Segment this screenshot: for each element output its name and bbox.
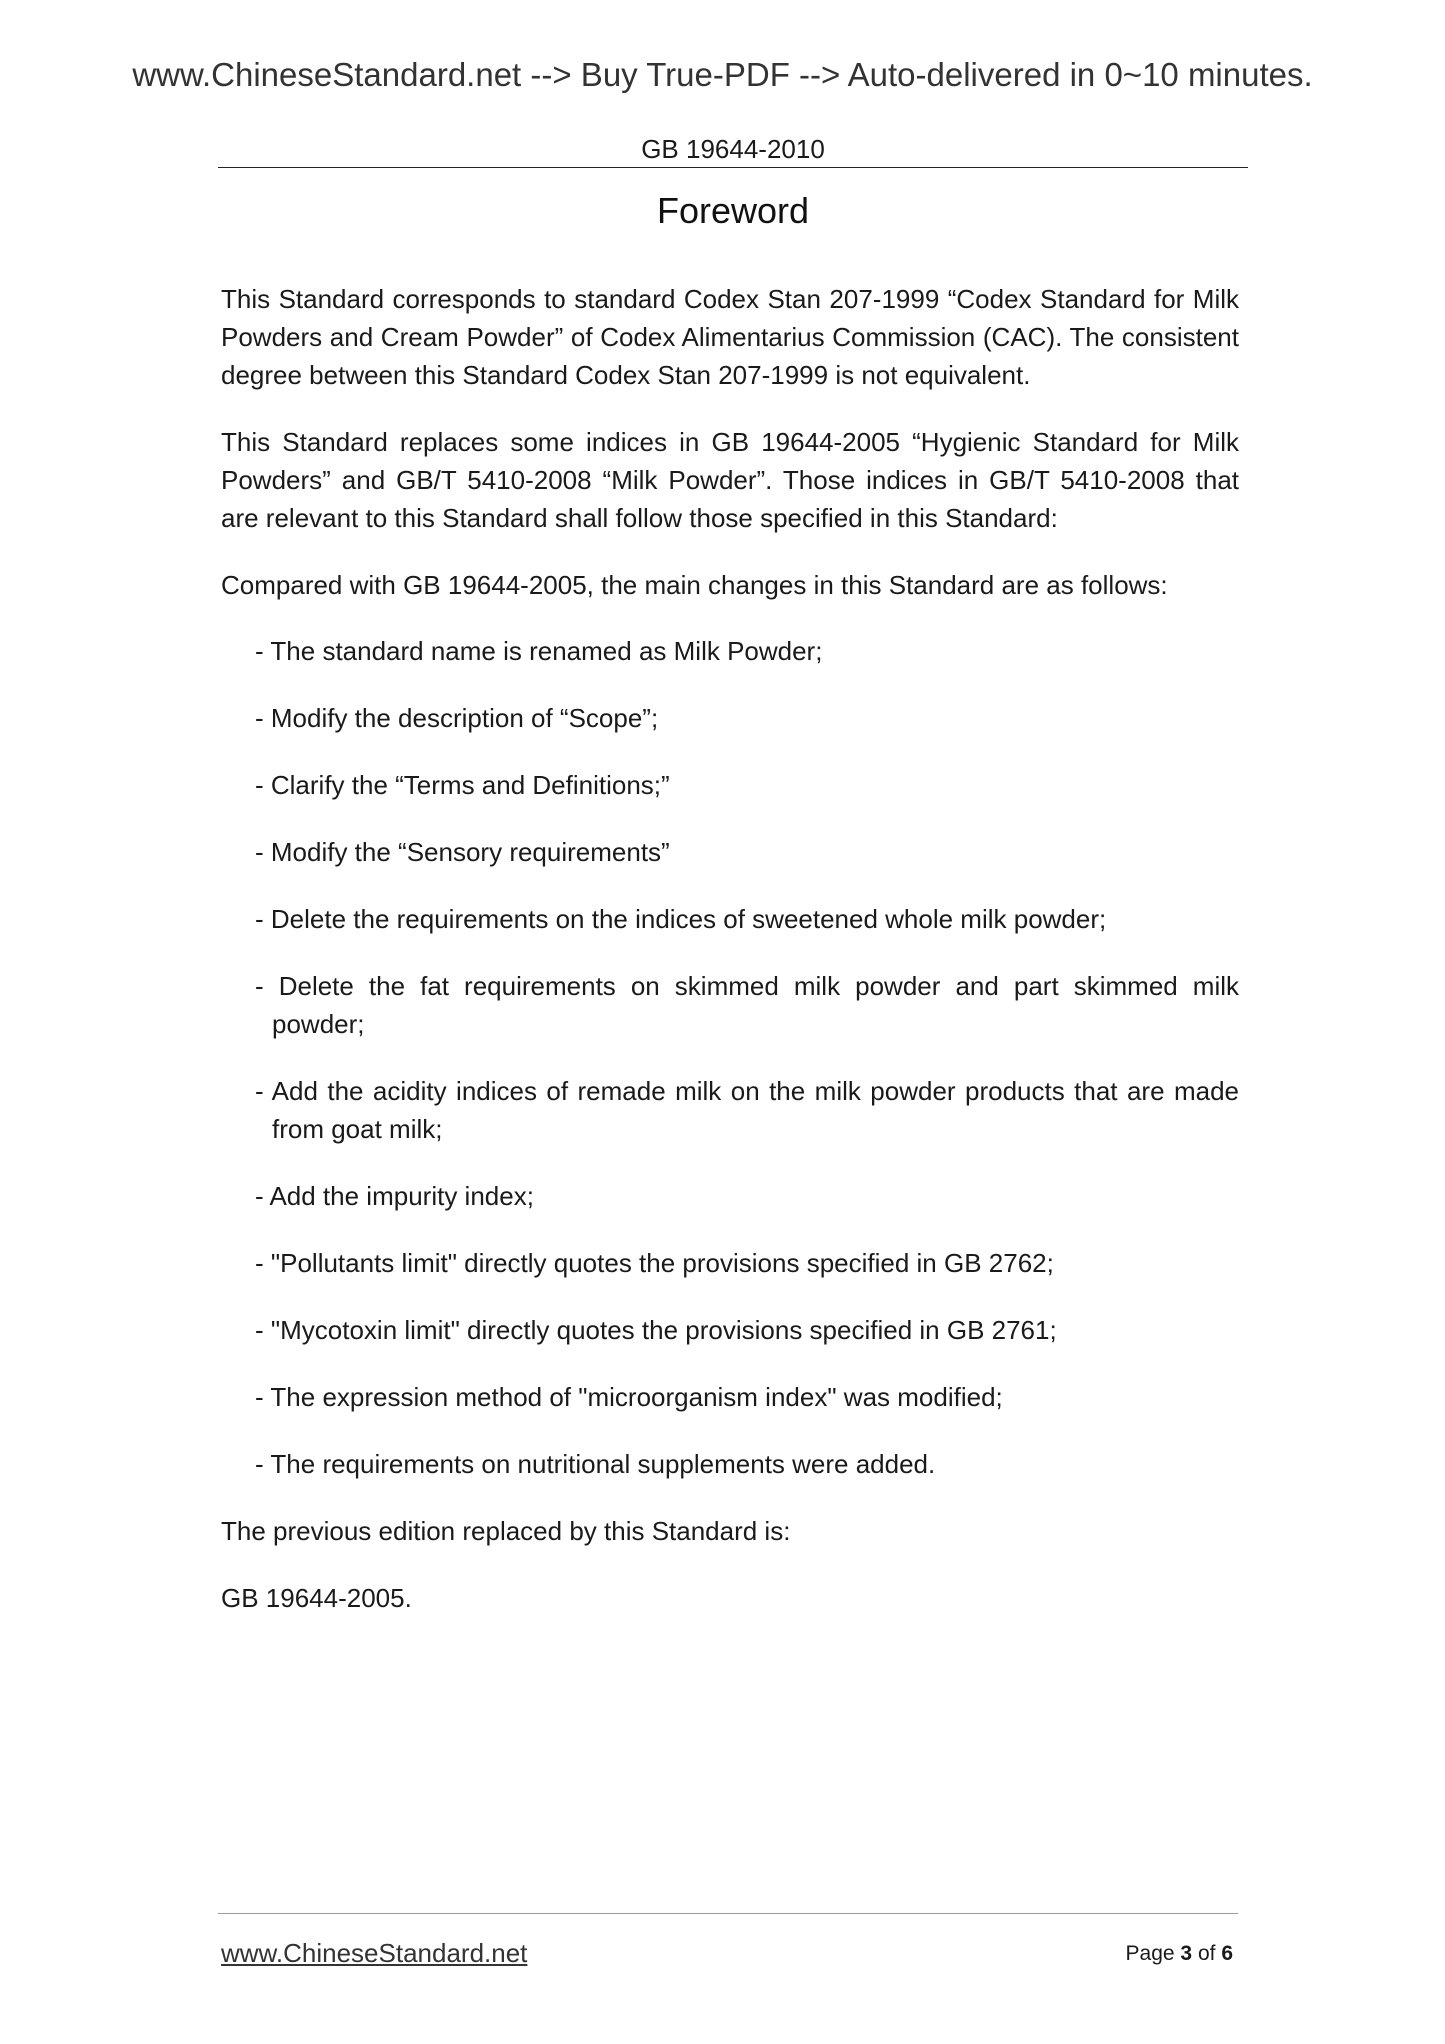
page-of: of (1197, 1942, 1216, 1965)
paragraph-replaces: This Standard replaces some indices in GB 19644-2005 “Hygienic Standard for Milk Powders” and GB/T 5410-2008 “Milk Powder”. Those indices in GB/T 5410-2008 that are relevant to this Standard shall follow those specified in this Standard: (221, 427, 1239, 533)
change-item: - Add the impurity index; (255, 1181, 534, 1211)
page-label: Page (1125, 1942, 1175, 1965)
change-item: - Clarify the “Terms and Definitions;” (255, 770, 670, 800)
change-item: - The expression method of "microorganism index" was modified; (255, 1382, 1003, 1412)
footer-website-link[interactable]: www.ChineseStandard.net (221, 1938, 528, 1968)
change-item: - Delete the requirements on the indices of sweetened whole milk powder; (255, 904, 1107, 934)
change-item: - "Mycotoxin limit" directly quotes the provisions specified in GB 2761; (255, 1315, 1057, 1345)
paragraph-correspondence: This Standard corresponds to standard Codex Stan 207-1999 “Codex Standard for Milk Powders and Cream Powder” of Codex Alimentarius Commission (CAC). The consistent degree between this Standard Codex Stan 207-1999 is not equivalent. (221, 284, 1239, 390)
change-item: - Delete the fat requirements on skimmed milk powder and part skimmed milk powder; (255, 971, 1239, 1039)
change-item: - Add the acidity indices of remade milk on the milk powder products that are made from goat milk; (255, 1076, 1239, 1144)
standard-code-header: GB 19644-2010 (641, 134, 825, 164)
page-number (1126, 1942, 1233, 1966)
paragraph-changes-intro: Compared with GB 19644-2005, the main changes in this Standard are as follows: (221, 570, 1168, 600)
change-item: - The standard name is renamed as Milk Powder; (255, 636, 823, 666)
page-current: 3 (1180, 1942, 1193, 1965)
purchase-banner: www.ChineseStandard.net --> Buy True-PDF --> Auto-delivered in 0~10 minutes. (132, 56, 1313, 93)
page-total: 6 (1221, 1942, 1233, 1965)
change-item: - Modify the “Sensory requirements” (255, 837, 670, 867)
previous-edition-label: The previous edition replaced by this Standard is: (221, 1516, 791, 1546)
change-item: - "Pollutants limit" directly quotes the provisions specified in GB 2762; (255, 1248, 1054, 1278)
page-title: Foreword (656, 190, 810, 231)
header-divider (218, 167, 1248, 168)
change-item: - The requirements on nutritional supplements were added. (255, 1449, 936, 1479)
footer-divider (218, 1913, 1238, 1914)
change-item: - Modify the description of “Scope”; (255, 703, 659, 733)
previous-edition-value: GB 19644-2005. (221, 1583, 412, 1613)
